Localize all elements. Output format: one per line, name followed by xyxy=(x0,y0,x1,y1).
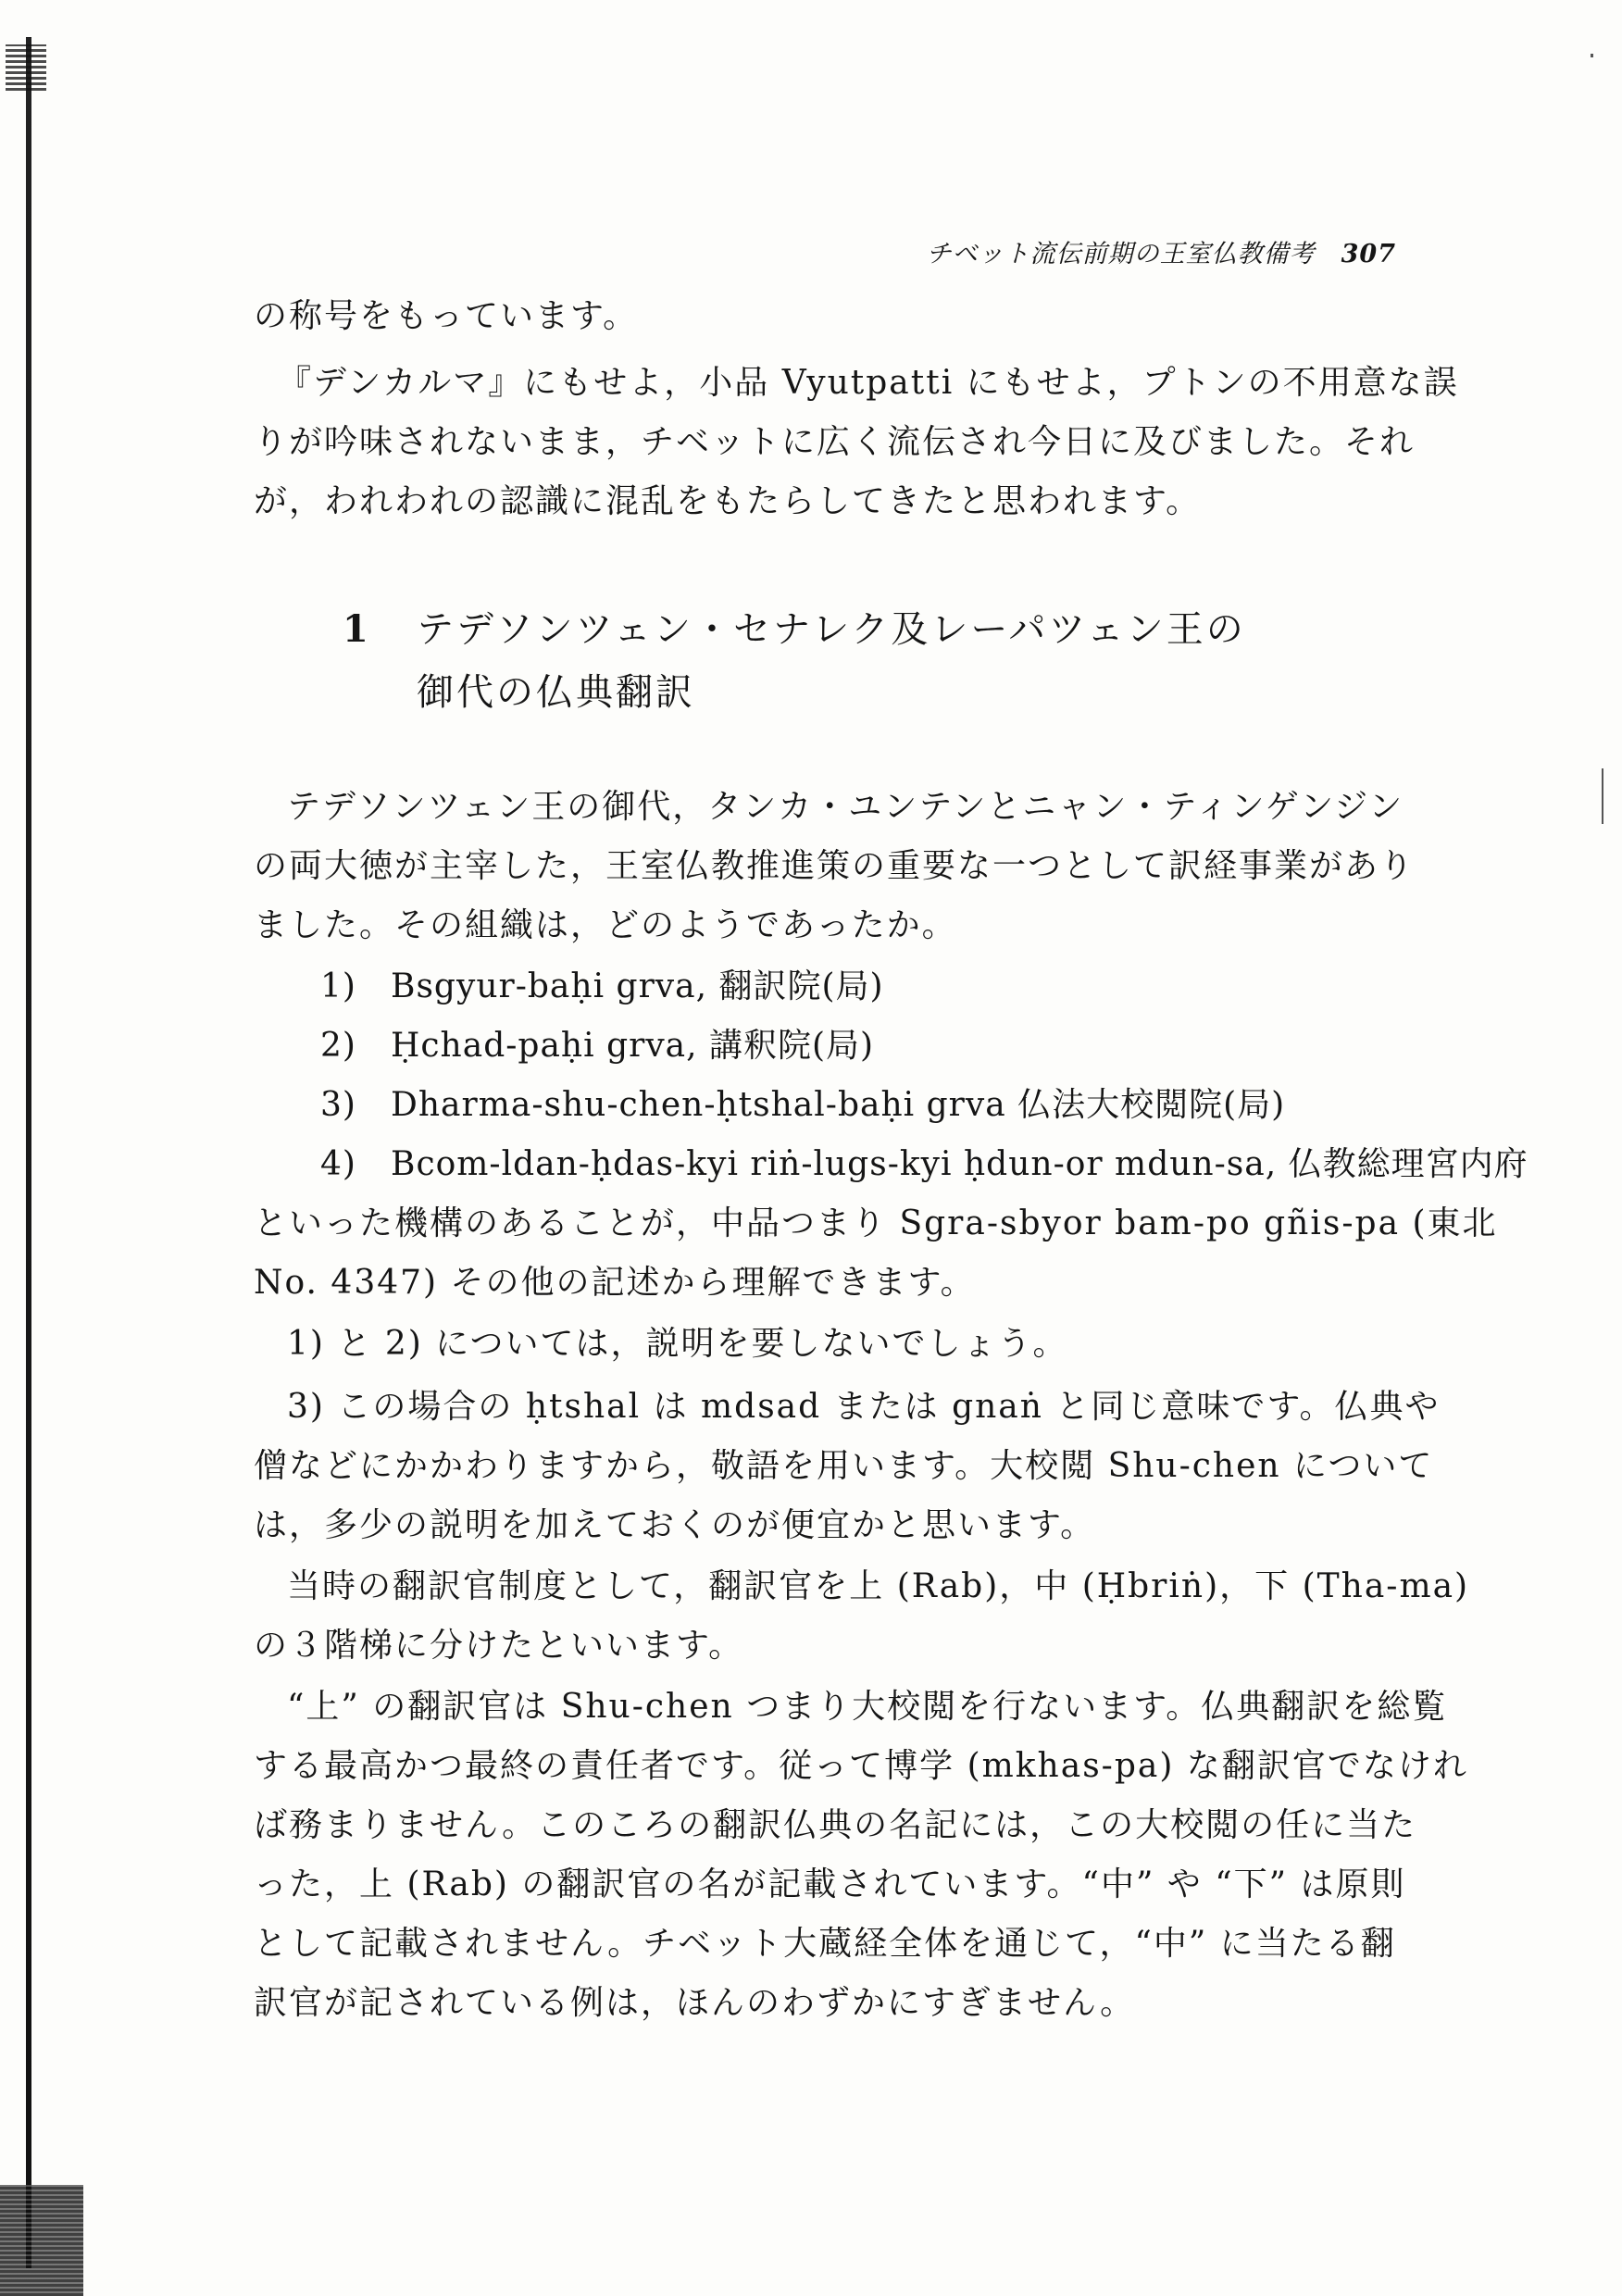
scan-speck xyxy=(1602,768,1603,824)
list-item xyxy=(320,1086,1286,1124)
list-item-text: Dharma-shu-chen-ḥtshal-baḥi grva 仏法大校閲院(局) xyxy=(391,1086,1286,1124)
text-line: ました。その組織は，どのようであったか。 xyxy=(254,906,957,944)
text-line: 1) と 2) については，説明を要しないでしょう。 xyxy=(287,1325,1068,1363)
text-line: No. 4347) その他の記述から理解できます。 xyxy=(254,1264,976,1302)
text-line: 『デンカルマ』にもせよ，小品 Vyutpatti にもせよ，プトンの不用意な誤 xyxy=(278,364,1459,402)
text-line: “上” の翻訳官は Shu-chen つまり大校閲を行ないます。仏典翻訳を総覧 xyxy=(287,1688,1448,1726)
binding-edge xyxy=(26,37,31,2268)
section-title-line2: 御代の仏典翻訳 xyxy=(417,671,695,714)
text-line: テデソンツェン王の御代，タンカ・ユンテンとニャン・ティンゲンジン xyxy=(287,788,1404,826)
list-item-number: 1) xyxy=(320,967,356,1005)
list-item xyxy=(320,1145,1528,1183)
list-item-number: 4) xyxy=(320,1145,356,1183)
text-line: った，上 (Rab) の翻訳官の名が記載されています。“中” や “下” は原則 xyxy=(254,1866,1406,1903)
text-line: りが吟味されないまま，チベットに広く流伝され今日に及びました。それ xyxy=(254,423,1416,461)
text-line: する最高かつ最終の責任者です。従って博学 (mkhas-pa) な翻訳官でなけれ xyxy=(254,1747,1468,1785)
list-item-text: Bcom-ldan-ḥdas-kyi riṅ-lugs-kyi ḥdun-or mdun-sa, 仏教総理宮内府 xyxy=(391,1145,1528,1183)
binding-shadow-top xyxy=(6,44,46,91)
section-number: 1 xyxy=(343,607,371,651)
text-line: の両大徳が主宰した，王室仏教推進策の重要な一つとして訳経事業があり xyxy=(254,847,1416,885)
page-number: 307 xyxy=(1341,240,1396,268)
binding-shadow-bottom xyxy=(0,2185,83,2296)
text-line: 訳官が記されている例は，ほんのわずかにすぎません。 xyxy=(254,1984,1136,2022)
section-title-line1: テデソンツェン・セナレク及レーパツェン王の xyxy=(417,608,1246,651)
text-line: は，多少の説明を加えておくのが便宜かと思います。 xyxy=(254,1506,1096,1544)
text-line: の称号をもっています。 xyxy=(254,297,639,335)
scan-speck xyxy=(1591,54,1593,57)
header-title: チベット流伝前期の王室仏教備考 xyxy=(926,240,1316,268)
text-line: 3) この場合の ḥtshal は mdsad または gnaṅ と同じ意味です。仏典や xyxy=(287,1388,1441,1426)
list-item xyxy=(320,967,884,1005)
text-line: が，われわれの認識に混乱をもたらしてきたと思われます。 xyxy=(254,482,1202,520)
text-line: として記載されません。チベット大蔵経全体を通じて，“中” に当たる翻 xyxy=(254,1925,1396,1963)
text-line: の３階梯に分けたといいます。 xyxy=(254,1627,744,1665)
text-line: 当時の翻訳官制度として，翻訳官を上 (Rab)，中 (Ḥbriṅ)，下 (Tha-ma) xyxy=(287,1567,1470,1605)
list-item xyxy=(320,1029,874,1063)
section-heading xyxy=(343,607,1246,651)
list-item-text: Ḥchad-paḥi grva, 講釈院(局) xyxy=(391,1027,875,1065)
text-line: 僧などにかかわりますから，敬語を用います。大校閲 Shu-chen について xyxy=(254,1447,1434,1485)
text-line: といった機構のあることが，中品つまり Sgra-sbyor bam-po gñis-pa (東北 xyxy=(254,1204,1498,1242)
running-header xyxy=(870,233,1396,269)
list-item-number: 3) xyxy=(320,1086,356,1124)
list-item-number: 2) xyxy=(320,1027,356,1065)
list-item-text: Bsgyur-baḥi grva, 翻訳院(局) xyxy=(391,967,884,1005)
text-line: ば務まりません。このころの翻訳仏典の名記には，この大校閲の任に当た xyxy=(254,1806,1417,1844)
